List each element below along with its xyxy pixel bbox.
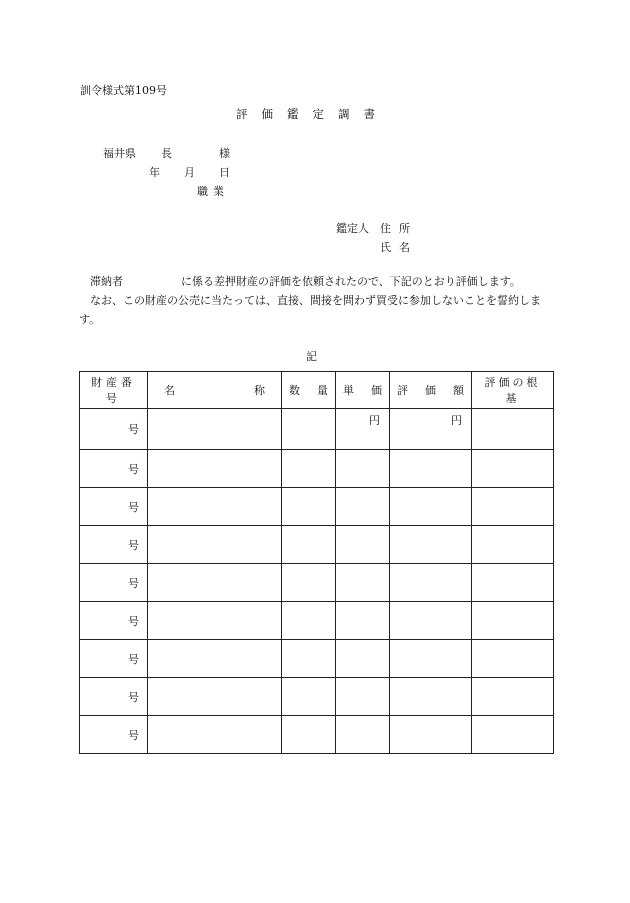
- appraised-amount-cell: [390, 564, 472, 602]
- ki-heading: 記: [306, 350, 317, 363]
- page-title: 評価鑑定調書: [236, 107, 389, 121]
- name-cell: [148, 488, 282, 526]
- appraised-amount-cell: [390, 640, 472, 678]
- body-paragraph: [79, 272, 553, 329]
- unit-price-cell: 円: [336, 409, 390, 450]
- basis-cell: [472, 678, 554, 716]
- unit-price-cell: [336, 564, 390, 602]
- appraised-amount-cell: [390, 602, 472, 640]
- table-row: [80, 526, 554, 564]
- header-quantity: 数 量: [282, 372, 336, 409]
- name-cell: [148, 640, 282, 678]
- property-number-cell: 号: [80, 678, 148, 716]
- appraised-amount-cell: 円: [390, 409, 472, 450]
- header-name: 名 称: [148, 372, 282, 409]
- quantity-cell: [282, 640, 336, 678]
- addressee-position: 長: [161, 147, 172, 160]
- table-row: [80, 640, 554, 678]
- table-row: [80, 564, 554, 602]
- basis-cell: [472, 488, 554, 526]
- property-number-cell: 号: [80, 602, 148, 640]
- property-number-cell: 号: [80, 526, 148, 564]
- quantity-cell: [282, 678, 336, 716]
- property-number-cell: 号: [80, 450, 148, 488]
- name-cell: [148, 602, 282, 640]
- body-line-1: [79, 272, 553, 291]
- date-day: 日: [219, 166, 230, 179]
- unit-price-cell: [336, 716, 390, 754]
- basis-cell: [472, 716, 554, 754]
- unit-price-cell: [336, 526, 390, 564]
- header-property-number: 財産番号: [80, 372, 148, 409]
- addressee-honorific: 様: [219, 147, 230, 160]
- quantity-cell: [282, 409, 336, 450]
- header-appraised-amount: 評 価 額: [390, 372, 472, 409]
- property-number-cell: 号: [80, 564, 148, 602]
- form-number: 訓令様式第109号: [80, 84, 167, 97]
- appraiser-name-label: 氏名: [380, 241, 418, 254]
- unit-price-cell: [336, 450, 390, 488]
- property-number-cell: 号: [80, 640, 148, 678]
- appraised-amount-cell: [390, 488, 472, 526]
- header-appraisal-basis: 評価の根基: [472, 372, 554, 409]
- quantity-cell: [282, 564, 336, 602]
- name-cell: [148, 450, 282, 488]
- property-number-cell: 号: [80, 488, 148, 526]
- basis-cell: [472, 640, 554, 678]
- addressee-prefecture: 福井県: [103, 147, 136, 160]
- quantity-cell: [282, 602, 336, 640]
- name-cell: [148, 678, 282, 716]
- basis-cell: [472, 526, 554, 564]
- date-month: 月: [184, 166, 195, 179]
- basis-cell: [472, 564, 554, 602]
- table-header-row: [80, 372, 554, 409]
- appraised-amount-cell: [390, 678, 472, 716]
- appraiser-address-label: 住所: [380, 222, 418, 235]
- table-row: [80, 488, 554, 526]
- property-number-cell: 号: [80, 716, 148, 754]
- appraised-amount-cell: [390, 716, 472, 754]
- appraised-amount-cell: [390, 526, 472, 564]
- table-row: [80, 678, 554, 716]
- name-cell: [148, 564, 282, 602]
- body-line-1-text: に係る差押財産の評価を依頼されたので、下記のとおり評価します。: [181, 275, 521, 288]
- table-row: [80, 450, 554, 488]
- body-line-2: なお、この財産の公売に当たっては、直接、間接を問わず買受に参加しないことを誓約します。: [79, 294, 541, 326]
- name-cell: [148, 409, 282, 450]
- property-table: [79, 371, 554, 754]
- header-unit-price: 単 価: [336, 372, 390, 409]
- unit-price-cell: [336, 678, 390, 716]
- basis-cell: [472, 450, 554, 488]
- basis-cell: [472, 409, 554, 450]
- quantity-cell: [282, 488, 336, 526]
- unit-price-cell: [336, 602, 390, 640]
- delinquent-label: 滞納者: [90, 275, 123, 288]
- appraised-amount-cell: [390, 450, 472, 488]
- quantity-cell: [282, 716, 336, 754]
- quantity-cell: [282, 450, 336, 488]
- name-cell: [148, 526, 282, 564]
- property-number-cell: 号: [80, 409, 148, 450]
- basis-cell: [472, 602, 554, 640]
- appraiser-label: 鑑定人: [336, 222, 369, 235]
- table-row: [80, 716, 554, 754]
- unit-price-cell: [336, 488, 390, 526]
- name-cell: [148, 716, 282, 754]
- quantity-cell: [282, 526, 336, 564]
- table-row: [80, 602, 554, 640]
- occupation-label: 職業: [197, 185, 229, 198]
- table-row: [80, 409, 554, 450]
- date-year: 年: [149, 166, 160, 179]
- unit-price-cell: [336, 640, 390, 678]
